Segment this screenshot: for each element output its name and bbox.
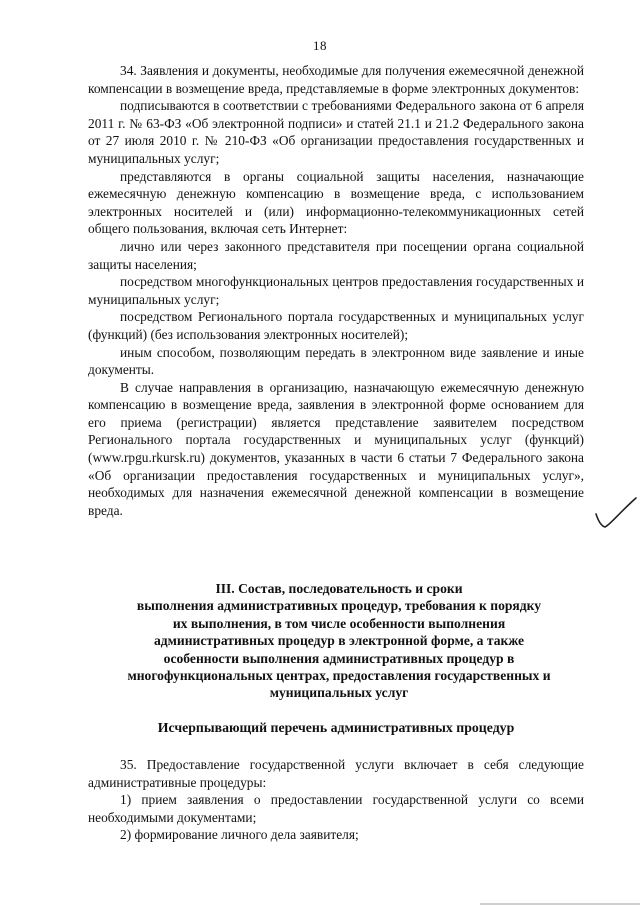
section-34-text: [88, 62, 584, 519]
handwritten-checkmark-icon: [592, 492, 638, 534]
section-3-heading: [78, 580, 600, 702]
paragraph: представляются в органы социальной защиты населения, назначающие ежемесячную денежную компенсацию в возмещение вреда, с использованием электронных носителей и (или) информационно-телекоммуникационных сетей общего пользования, включая сеть Интернет:: [88, 168, 584, 237]
section-35-text: [88, 756, 584, 844]
heading-line: многофункциональных центрах, предоставления государственных и: [127, 668, 551, 684]
paragraph: посредством многофункциональных центров предоставления государственных и муниципальных услуг;: [88, 274, 584, 307]
paragraph: иным способом, позволяющим передать в электронном виде заявление и иные документы.: [88, 344, 584, 378]
paragraph: 2) формирование личного дела заявителя;: [120, 827, 359, 843]
heading-line: III. Состав, последовательность и сроки: [215, 581, 463, 596]
paragraph: 35. Предоставление государственной услуги включает в себя следующие административные процедуры:: [88, 757, 584, 790]
section-subheading: Исчерпывающий перечень административных процедур: [157, 720, 515, 735]
page-number: 18: [313, 38, 327, 53]
paragraph: лично или через законного представителя при посещении органа социальной защиты населения;: [88, 238, 584, 272]
heading-line: их выполнения, в том числе особенности выполнения: [172, 615, 506, 631]
paragraph: 34. Заявления и документы, необходимые для получения ежемесячной денежной компенсации в возмещение вреда, представляемые в форме электронных документов:: [88, 63, 584, 96]
heading-line: выполнения административных процедур, требования к порядку: [136, 598, 542, 614]
heading-line: муниципальных услуг: [269, 685, 409, 701]
heading-line: административных процедур в электронной форме, а также: [153, 633, 525, 649]
paragraph: посредством Регионального портала государственных и муниципальных услуг (функций) (без использования электронных носителей);: [88, 309, 584, 342]
heading-line: особенности выполнения административных процедур в: [163, 650, 515, 666]
paragraph: подписываются в соответствии с требованиями Федерального закона от 6 апреля 2011 г. № 63-ФЗ «Об электронной подписи» и статей 21.1 и 21.2 Федерального закона от 27 июля 2010 г. № 210-ФЗ «Об организации предоставления государственных и муниципальных услуг;: [88, 98, 584, 166]
paragraph: В случае направления в организацию, назначающую ежемесячную денежную компенсацию в возмещение вреда, заявления в электронной форме основанием для его приема (регистрации) является представление заявителем посредством Регионального портала государственных и муниципальных услуг (функций) (www.rpgu.rkursk.ru) документов, указанных в части 6 статьи 7 Федерального закона «Об организации предоставления государственных и муниципальных услуг», необходимых для назначения ежемесячной денежной компенсации в возмещение вреда.: [88, 379, 584, 518]
paragraph: 1) прием заявления о предоставлении государственной услуги со всеми необходимыми документами;: [88, 792, 584, 825]
